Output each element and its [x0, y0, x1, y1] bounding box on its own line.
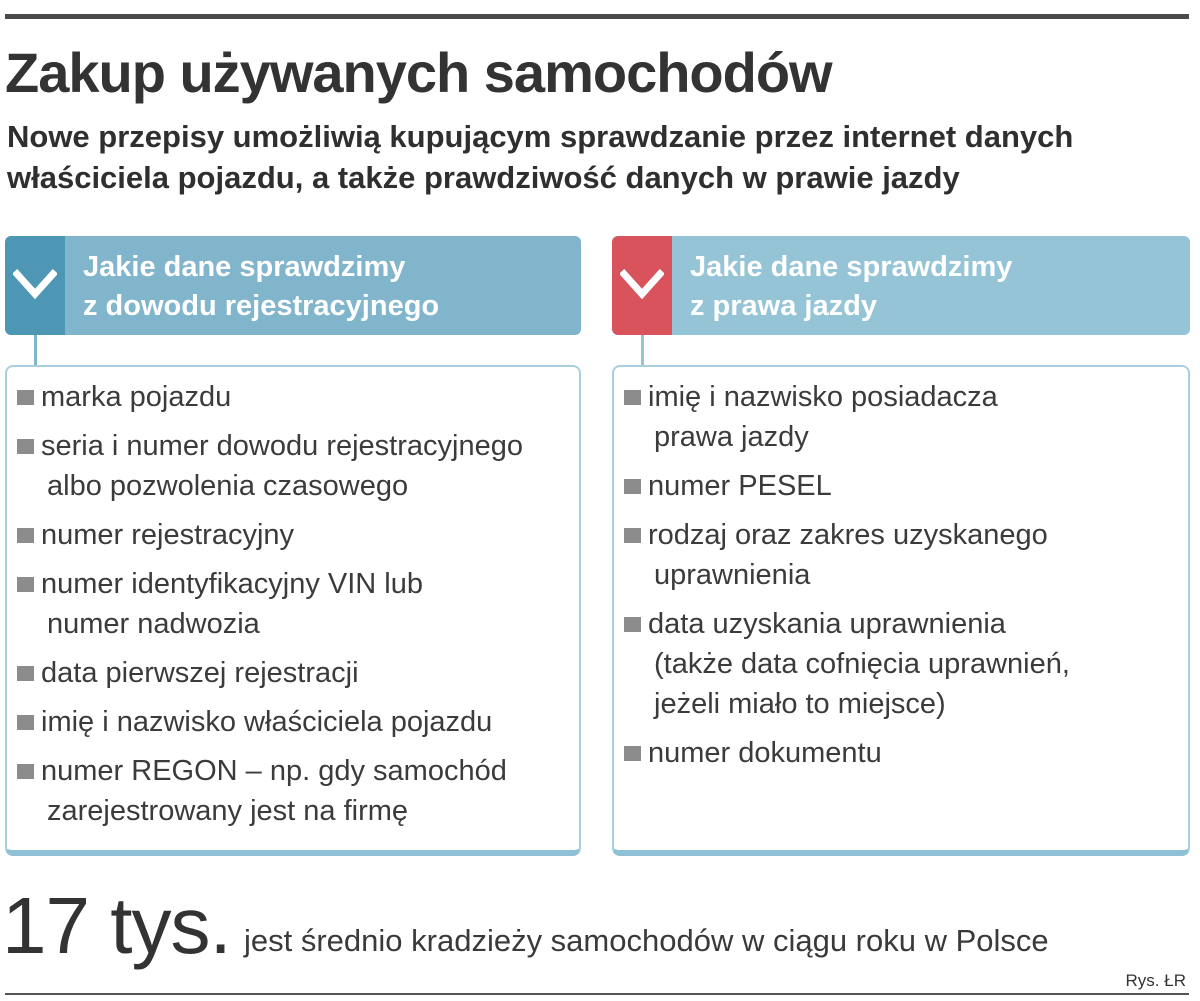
heading-line: z dowodu rejestracyjnego [83, 290, 440, 322]
page-title: Zakup używanych samochodów [5, 41, 832, 104]
list-item [15, 564, 575, 644]
item-text: numer REGON – np. gdy samochód [41, 755, 507, 787]
square-bullet-icon [624, 528, 641, 543]
registration-panel-header [5, 236, 581, 335]
license-panel-badge [612, 236, 672, 335]
item-text: numer dokumentu [648, 737, 882, 769]
square-bullet-icon [17, 528, 34, 543]
heading-line: Jakie dane sprawdzimy [83, 251, 406, 283]
list-item [622, 733, 1184, 773]
item-text: (także data cofnięcia uprawnień, [654, 648, 1070, 680]
item-text: imię i nazwisko właściciela pojazdu [41, 706, 493, 738]
list-item [15, 377, 575, 417]
license-panel-heading [690, 248, 1012, 326]
registration-panel-heading [83, 248, 439, 326]
chevron-down-icon [13, 268, 57, 302]
square-bullet-icon [17, 715, 34, 730]
theft-count-description: jest średnio kradzieży samochodów w ciągu roku w Polsce [244, 923, 1049, 958]
subtitle-line: właściciela pojazdu, a także prawdziwość danych w prawie jazdy [7, 160, 960, 195]
registration-items-list [15, 377, 575, 840]
square-bullet-icon [624, 617, 641, 632]
bottom-rule [5, 993, 1189, 995]
item-text: albo pozwolenia czasowego [47, 470, 409, 502]
license-items-box [612, 365, 1190, 856]
square-bullet-icon [624, 479, 641, 494]
item-text: data uzyskania uprawnienia [648, 608, 1006, 640]
item-text: numer identyfikacyjny VIN lub [41, 568, 423, 600]
item-text: rodzaj oraz zakres uzyskanego [648, 519, 1048, 551]
list-item [15, 751, 575, 831]
panel-connector-line [641, 335, 644, 365]
square-bullet-icon [624, 746, 641, 761]
registration-document-panel [5, 236, 581, 827]
license-panel-header [612, 236, 1190, 335]
chevron-down-icon [620, 268, 664, 302]
theft-count-number: 17 tys. [2, 881, 231, 970]
item-text: seria i numer dowodu rejestracyjnego [41, 430, 523, 462]
license-items-list [622, 377, 1184, 782]
heading-line: z prawa jazdy [690, 290, 877, 322]
panel-connector-line [34, 335, 37, 365]
item-text: uprawnienia [654, 559, 811, 591]
list-item [15, 702, 575, 742]
square-bullet-icon [624, 390, 641, 405]
list-item [15, 653, 575, 693]
list-item [622, 515, 1184, 595]
registration-items-box [5, 365, 581, 856]
square-bullet-icon [17, 666, 34, 681]
list-item [622, 604, 1184, 724]
square-bullet-icon [17, 439, 34, 454]
list-item [15, 515, 575, 555]
heading-line: Jakie dane sprawdzimy [690, 251, 1013, 283]
page-subtitle [7, 116, 1192, 198]
graphic-credit: Rys. ŁR [1125, 971, 1186, 990]
registration-panel-badge [5, 236, 65, 335]
square-bullet-icon [17, 390, 34, 405]
item-text: numer rejestracyjny [41, 519, 295, 551]
list-item [622, 466, 1184, 506]
subtitle-line: Nowe przepisy umożliwią kupującym sprawdzanie przez internet danych [7, 119, 1074, 154]
list-item [15, 426, 575, 506]
item-text: imię i nazwisko posiadacza [648, 381, 998, 413]
item-text: zarejestrowany jest na firmę [47, 795, 409, 827]
driving-license-panel [612, 236, 1190, 769]
square-bullet-icon [17, 764, 34, 779]
item-text: numer PESEL [648, 470, 832, 502]
square-bullet-icon [17, 577, 34, 592]
item-text: prawa jazdy [654, 421, 809, 453]
item-text: data pierwszej rejestracji [41, 657, 359, 689]
item-text: marka pojazdu [41, 381, 232, 413]
item-text: jeżeli miało to miejsce) [654, 688, 946, 720]
item-text: numer nadwozia [47, 608, 260, 640]
list-item [622, 377, 1184, 457]
top-rule [5, 14, 1189, 19]
